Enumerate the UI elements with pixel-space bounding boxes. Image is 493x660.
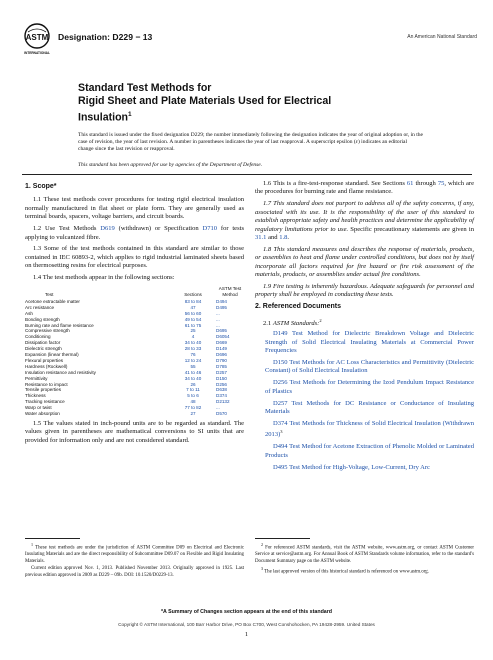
- test-name-cell: Expansion (linear thermal): [25, 352, 79, 358]
- test-name-cell: Resistance to impact: [25, 381, 68, 387]
- method-cell[interactable]: D495: [216, 304, 227, 310]
- reference-title[interactable]: Test Methods for DC Resistance or Conductance of Insulating Materials: [265, 399, 474, 416]
- method-cell[interactable]: D790: [216, 357, 227, 363]
- paragraph-1-9: 1.9 Fire testing is inherently hazardous. Adequate safeguards for personnel and property shall be employed in conducting these tests.: [255, 282, 474, 299]
- method-cell[interactable]: D2132: [216, 399, 230, 405]
- test-name-cell: Insulation resistance and resistivity: [25, 369, 96, 375]
- reference-code-link[interactable]: D149: [273, 330, 288, 338]
- ref-link-d619[interactable]: D619: [100, 225, 115, 233]
- sections-cell[interactable]: 49 to 54: [184, 316, 202, 322]
- standard-issue-note: This standard is issued under the fixed designation D229; the number immediately following the designation indicates the year of original adoption or, in the case of revision, the year of last revision. A number in parentheses indicates the year of last reapproval. A superscript epsilon (ε) indicates an editorial change since the last revision or reapproval.: [78, 132, 423, 153]
- test-name-cell: Burning rate and flame resistance: [25, 322, 94, 328]
- method-cell[interactable]: D669: [216, 340, 227, 346]
- test-name-cell: Thickness: [25, 393, 46, 399]
- reference-item: [255, 330, 474, 355]
- reference-code-link[interactable]: D150: [273, 358, 288, 366]
- method-cell[interactable]: D256: [216, 381, 227, 387]
- footnote-rule-left: [25, 538, 80, 539]
- ref-link-section-75[interactable]: 75: [437, 180, 445, 187]
- footnote-3: $^3$ The last approved version of this historical standard is referenced on www.astm.org.: [261, 566, 429, 575]
- ref-link-31-1[interactable]: 31.1: [255, 233, 267, 241]
- sections-cell[interactable]: 4: [191, 334, 195, 340]
- dod-approval-note: This standard has been approved for use by agencies of the Department of Defense.: [78, 162, 263, 168]
- header-divider: [22, 174, 472, 175]
- reference-item: [255, 379, 474, 396]
- reference-title[interactable]: Test Methods for Thickness of Solid Electrical Insulation (Withdrawn 2013): [265, 419, 474, 439]
- method-cell[interactable]: D494: [216, 298, 227, 304]
- ref-link-d710[interactable]: D710: [202, 225, 218, 233]
- method-cell[interactable]: D570: [216, 411, 227, 417]
- scope-heading: 1. Scope*: [25, 183, 57, 190]
- method-cell[interactable]: D695: [216, 328, 227, 334]
- test-name-cell: Warp or twist: [25, 405, 52, 411]
- referenced-documents-heading: 2. Referenced Documents: [255, 303, 341, 311]
- reference-title[interactable]: Test Methods for AC Loss Characteristics and Permittivity (Dielectric Constant) of Solid Electrical Insulation: [265, 358, 474, 375]
- test-name-cell: Tensile properties: [25, 387, 62, 393]
- test-methods-table: [25, 286, 244, 417]
- reference-title[interactable]: Test Methods for Determining the Izod Pendulum Impact Resistance of Plastics: [265, 379, 474, 395]
- svg-text:INTERNATIONAL: INTERNATIONAL: [24, 51, 50, 55]
- method-cell[interactable]: D696: [216, 352, 227, 358]
- reference-code-link[interactable]: D495: [273, 463, 288, 471]
- test-methods-table-body: [25, 299, 244, 417]
- reference-footnote-mark: 3: [280, 429, 283, 435]
- method-cell: ...: [216, 405, 220, 411]
- sections-cell[interactable]: 47: [190, 304, 196, 310]
- method-cell[interactable]: D785: [216, 363, 227, 369]
- test-name-cell: Permittivity: [25, 375, 48, 381]
- sections-cell[interactable]: 48: [190, 399, 196, 405]
- test-name-cell: Water absorption: [25, 411, 60, 417]
- test-name-cell: Arc resistance: [25, 304, 55, 310]
- reference-item: [255, 359, 474, 376]
- document-title: [78, 82, 418, 125]
- title-line-1: Standard Test Methods for: [78, 82, 212, 94]
- astm-logo: [22, 22, 52, 56]
- reference-item: [255, 443, 474, 460]
- footnote-1-edition: Current edition approved Nov. 1, 2013. Published November 2013. Originally approved in 1925. Last previous edition approved in 2009 as D229 – 09b. DOI: 10.1520/D0229-13.: [25, 566, 244, 578]
- reference-item: [255, 464, 474, 472]
- sections-cell[interactable]: 5 to 6: [187, 393, 199, 399]
- table-row: [25, 411, 244, 417]
- summary-of-changes-note: *A Summary of Changes section appears at the end of this standard: [160, 609, 333, 615]
- designation: Designation: D229 − 13: [58, 32, 153, 42]
- reference-item: [255, 420, 474, 440]
- reference-title[interactable]: Test Method for Acetone Extraction of Phenolic Molded or Laminated Products: [265, 443, 474, 459]
- astm-standards-subheading: 2.1 ASTM Standards:$^2$: [263, 317, 322, 327]
- reference-code-link[interactable]: D256: [273, 379, 288, 387]
- ref-link-1-8[interactable]: 1.8: [279, 233, 288, 241]
- reference-title[interactable]: Test Method for High-Voltage, Low-Current, Dry Arc: [287, 463, 430, 471]
- sections-cell[interactable]: 34 to 40: [184, 340, 202, 346]
- sections-cell[interactable]: 7 to 11: [186, 387, 200, 393]
- method-cell[interactable]: D638: [216, 387, 227, 393]
- paragraph-1-1: 1.1 These test methods cover procedures for testing rigid electrical insulation normally manufactured in flat sheet or plate form. They are generally used as terminal boards, spacers, voltage barriers, and circuit boards.: [25, 196, 244, 221]
- test-name-cell: Acetone extractable matter: [25, 298, 80, 304]
- page-number: 1: [244, 631, 249, 638]
- svg-text:ASTM: ASTM: [25, 33, 49, 42]
- ref-link-section-61[interactable]: 61: [406, 180, 414, 187]
- col-header-method: ASTM Test Method: [218, 286, 242, 297]
- sections-cell[interactable]: 77 to 82: [184, 405, 202, 411]
- paragraph-1-7: 1.7 This standard does not purport to address all of the safety concerns, if any, associated with its use. It is the responsibility of the user of this standard to establish appropriate safety and health practices and determine the applicability of regulatory limitations prior to use. Specific precautionary statements are given in 31.1 and 1.8.: [255, 200, 474, 241]
- method-cell[interactable]: D6054: [216, 334, 230, 340]
- reference-code-link[interactable]: D257: [273, 399, 288, 407]
- sections-cell[interactable]: 25: [190, 328, 196, 334]
- test-name-cell: Flexural properties: [25, 357, 64, 363]
- sections-cell[interactable]: 12 to 24: [184, 357, 202, 363]
- reference-title[interactable]: Test Method for Dielectric Breakdown Voltage and Dielectric Strength of Solid Electrical Insulating Materials at Commercial Power Frequencies: [265, 330, 474, 355]
- test-name-cell: Dissipation factor: [25, 340, 61, 346]
- test-name-cell: Hardness (Rockwell): [25, 363, 68, 369]
- footnotes-right: [255, 542, 474, 577]
- method-cell: ...: [216, 316, 220, 322]
- sections-cell[interactable]: 83 to 84: [184, 298, 202, 304]
- sections-cell[interactable]: 27: [190, 411, 196, 417]
- footnote-1: $^1$ These test methods are under the jurisdiction of ASTM Committee D09 on Electrical and Electronic Insulating Materials and are the direct responsibility of Subcommittee D09.07 on Flexible and Rigid Insulating Materials.: [25, 542, 244, 564]
- sections-cell[interactable]: 56 to 60: [184, 310, 202, 316]
- sections-cell[interactable]: 34 to 40: [184, 375, 202, 381]
- title-footnote-mark: 1: [128, 111, 132, 118]
- col-header-test: Test: [45, 291, 54, 297]
- method-cell[interactable]: D150: [216, 375, 227, 381]
- test-name-cell: Tracking resistance: [25, 399, 65, 405]
- sections-cell[interactable]: 28 to 33: [184, 346, 202, 352]
- copyright-line: Copyright © ASTM International, 100 Barr Harbor Drive, PO Box C700, West Conshohocken, PA 19428-2959. United States: [118, 622, 375, 627]
- method-cell[interactable]: D149: [216, 346, 227, 352]
- paragraph-1-4: 1.4 The test methods appear in the following sections:: [33, 274, 175, 282]
- american-national-standard-label: An American National Standard: [407, 34, 477, 40]
- page-header: [22, 22, 477, 56]
- reference-code-link[interactable]: D494: [273, 443, 288, 451]
- paragraph-1-6: 1.6 This is a fire-test-response standard. See Sections 61 through 75, which are the procedures for burning rate and flame resistance.: [255, 180, 474, 196]
- right-column: [255, 180, 474, 476]
- title-line-2: Rigid Sheet and Plate Materials Used for Electrical: [78, 95, 332, 107]
- test-name-cell: Conditioning: [25, 334, 51, 340]
- sections-cell[interactable]: 55: [190, 363, 196, 369]
- method-cell[interactable]: D374: [216, 393, 227, 399]
- paragraph-1-3: 1.3 Some of the test methods contained in this standard are similar to those contained in IEC 60893-2, which applies to rigid industrial laminated sheets based on thermosetting resins for electrical purposes.: [25, 245, 244, 270]
- method-cell: ...: [216, 310, 220, 316]
- left-column: [25, 180, 244, 449]
- paragraph-1-5: 1.5 The values stated in inch-pound units are to be regarded as standard. The values given in parentheses are mathematical conversions to SI units that are provided for information only and are not considered standard.: [25, 420, 244, 444]
- test-name-cell: Bonding strength: [25, 316, 60, 322]
- col-header-sections: Sections: [184, 291, 202, 297]
- sections-cell[interactable]: 26: [190, 381, 196, 387]
- test-name-cell: Ash: [25, 310, 33, 316]
- footnotes-left: [25, 542, 244, 580]
- sections-cell[interactable]: 41 to 46: [184, 369, 202, 375]
- test-name-cell: Compressive strength: [25, 328, 70, 334]
- paragraph-1-8: 1.8 This standard measures and describes the response of materials, products, or assemblies to heat and flame under controlled conditions, but does not by itself incorporate all factors required for fire hazard or fire risk assessment of the materials, products, or assemblies under actual fire conditions.: [255, 245, 474, 279]
- paragraph-1-2: 1.2 Use Test Methods D619 (withdrawn) or Specification D710 for tests applying to vulcanized fibre.: [25, 225, 245, 241]
- method-cell[interactable]: D257: [216, 369, 227, 375]
- reference-code-link[interactable]: D374: [273, 419, 288, 427]
- test-name-cell: Dielectric strength: [25, 346, 62, 352]
- reference-list: [255, 330, 474, 472]
- sections-cell[interactable]: 61 to 75: [184, 322, 202, 328]
- footnote-2: $^2$ For referenced ASTM standards, visit the ASTM website, www.astm.org, or contact ASTM Customer Service at service@astm.org. For Annual Book of ASTM Standards volume information, refer to the standard's Document Summary page on the ASTM website.: [255, 542, 474, 564]
- reference-item: [255, 400, 474, 417]
- sections-cell[interactable]: 76: [190, 352, 196, 358]
- method-cell: ...: [216, 322, 220, 328]
- footnote-rule-right: [255, 538, 310, 539]
- title-line-3: Insulation$^1$: [78, 111, 132, 124]
